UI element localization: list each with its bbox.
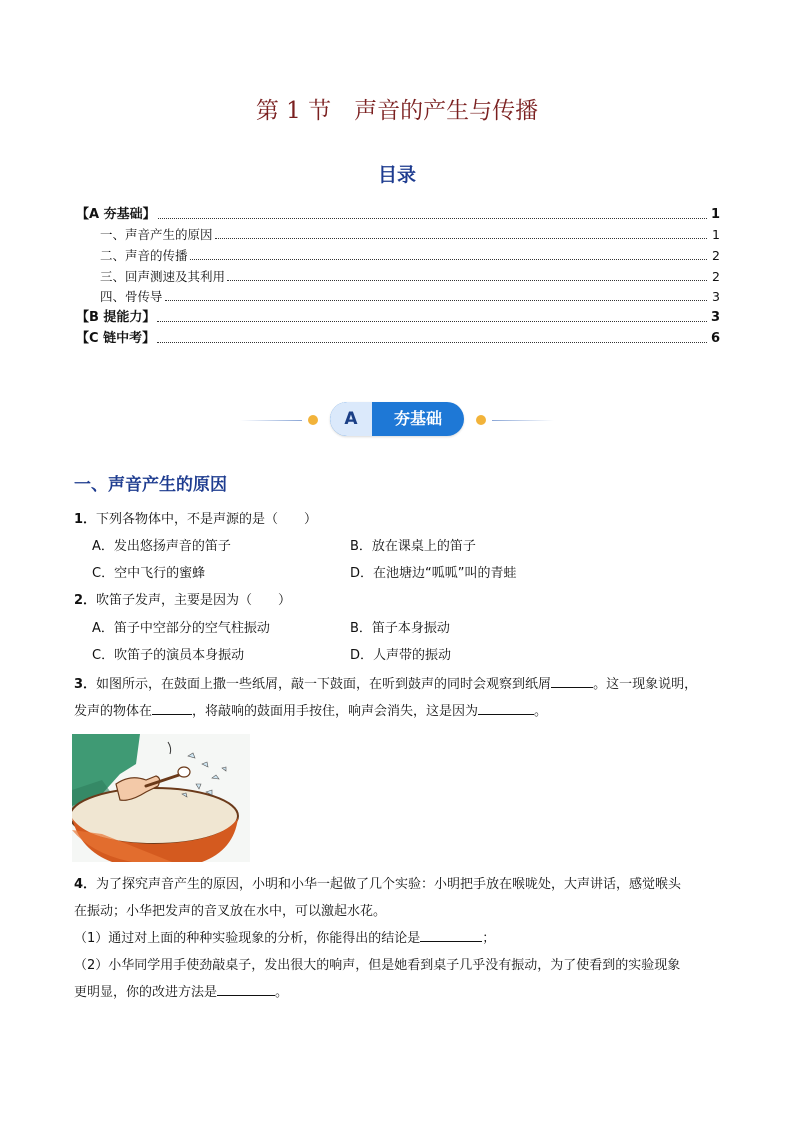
option-a[interactable]: A．发出悠扬声音的笛子	[92, 539, 231, 554]
question-stem: 吹笛子发声，主要是因为（ ）	[96, 593, 292, 608]
answer-blank[interactable]	[152, 700, 192, 715]
subquestion-number: （1）	[74, 931, 109, 946]
drum-illustration	[72, 734, 250, 862]
toc-entry-label: 【B 提能力】	[76, 310, 156, 326]
document-title: 第 1 节 声音的产生与传播	[255, 98, 539, 124]
toc-page-number: 1	[712, 227, 720, 243]
question-text: ，将敲响的鼓面用手按住，响声会消失，这是因为	[192, 704, 479, 719]
banner-label: 夯基础	[393, 409, 442, 428]
option-b[interactable]: B．放在课桌上的笛子	[350, 539, 476, 554]
toc-page-number: 6	[710, 330, 720, 346]
question-number: 3．	[74, 677, 97, 692]
question-text: 通过对上面的种种实验现象的分析，你能得出的结论是	[108, 931, 421, 946]
toc-leader-dots	[190, 259, 707, 260]
question-text: 。	[275, 985, 289, 1000]
question-stem: 下列各物体中，不是声源的是（ ）	[96, 512, 318, 527]
question-text: 如图所示，在鼓面上撒一些纸屑，敲一下鼓面，在听到鼓声的同时会观察到纸屑	[96, 677, 552, 692]
section-heading: 一、声音产生的原因	[74, 475, 227, 495]
section-banner	[240, 400, 554, 440]
question-text: 。	[534, 704, 548, 719]
option-c[interactable]: C．吹笛子的演员本身振动	[92, 648, 245, 663]
question-3	[74, 671, 724, 725]
toc-leader-dots	[227, 280, 707, 281]
question-2	[74, 591, 291, 611]
banner-letter: A	[330, 402, 372, 436]
toc-entry-label: 【A 夯基础】	[76, 206, 156, 222]
toc-entry-label: 一、声音产生的原因	[100, 227, 213, 243]
toc-entry[interactable]	[76, 307, 720, 328]
question-text: 更明显，你的改进方法是	[74, 985, 218, 1000]
question-text: 为了探究声音产生的原因，小明和小华一起做了几个实验：小明把手放在喉咙处，大声讲话，感觉喉头	[96, 877, 682, 892]
toc-entry[interactable]	[76, 225, 720, 246]
question-text: 发声的物体在	[74, 704, 153, 719]
toc-page-number: 3	[712, 289, 720, 305]
toc-leader-dots	[215, 238, 707, 239]
question-number: 2．	[74, 593, 97, 608]
question-number: 1．	[74, 512, 97, 527]
toc-entry[interactable]	[76, 204, 720, 225]
toc-page-number: 2	[712, 268, 720, 284]
toc-page-number: 3	[710, 310, 720, 326]
answer-blank[interactable]	[551, 673, 593, 688]
question-number: 4．	[74, 877, 97, 892]
question-1	[74, 510, 317, 530]
toc-entry[interactable]	[76, 245, 720, 266]
answer-blank[interactable]	[478, 700, 534, 715]
option-a[interactable]: A．笛子中空部分的空气柱振动	[92, 621, 270, 636]
option-d[interactable]: D．人声带的振动	[350, 648, 452, 663]
toc-page-number: 1	[710, 206, 720, 222]
toc-entry[interactable]	[76, 287, 720, 308]
question-text: 小华同学用手使劲敲桌子，发出很大的响声，但是她看到桌子几乎没有振动，为了使看到的实验现象	[108, 958, 681, 973]
answer-blank[interactable]	[420, 927, 482, 942]
question-text: ；	[482, 931, 496, 946]
answer-blank[interactable]	[217, 981, 275, 996]
toc-entry[interactable]	[76, 328, 720, 349]
option-b[interactable]: B．笛子本身振动	[350, 621, 450, 636]
subquestion-number: （2）	[74, 958, 109, 973]
banner-divider-line	[240, 420, 302, 421]
toc-leader-dots	[157, 321, 707, 322]
toc-leader-dots	[158, 218, 707, 219]
toc-entry-label: 四、骨传导	[100, 289, 163, 305]
banner-dot	[308, 415, 318, 425]
option-d[interactable]: D．在池塘边“呱呱”叫的青蛙	[350, 566, 517, 581]
toc-leader-dots	[165, 300, 707, 301]
table-of-contents	[76, 204, 720, 349]
toc-entry-label: 二、声音的传播	[100, 248, 188, 264]
banner-pill	[330, 402, 464, 436]
banner-divider-line	[492, 420, 554, 421]
question-text: 。这一现象说明，	[593, 677, 698, 692]
toc-entry-label: 三、回声测速及其利用	[100, 268, 226, 284]
banner-dot	[476, 415, 486, 425]
toc-heading: 目录	[377, 164, 416, 186]
toc-entry-label: 【C 链中考】	[76, 330, 156, 346]
question-text: 在振动；小华把发声的音叉放在水中，可以激起水花。	[74, 904, 387, 919]
option-c[interactable]: C．空中飞行的蜜蜂	[92, 566, 206, 581]
toc-page-number: 2	[712, 248, 720, 264]
toc-entry[interactable]	[76, 266, 720, 287]
toc-leader-dots	[157, 342, 707, 343]
question-4	[74, 871, 724, 1006]
